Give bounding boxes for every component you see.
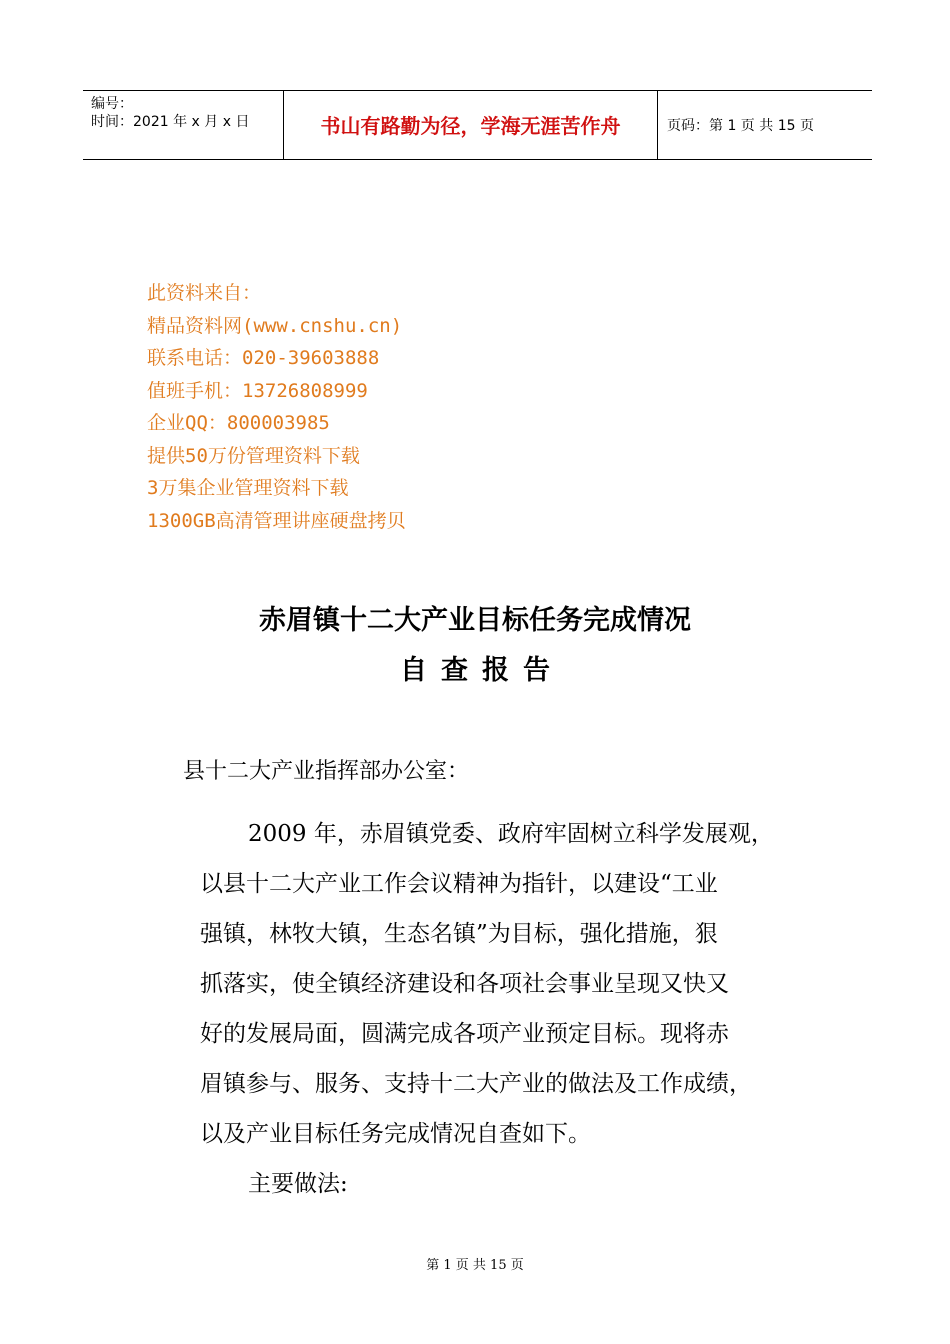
document-title: 赤眉镇十二大产业目标任务完成情况 <box>259 605 691 636</box>
advert-line: 此资料来自： <box>147 282 262 304</box>
body-line: 2009 年，赤眉镇党委、政府牢固树立科学发展观， <box>248 821 774 847</box>
advert-line: 值班手机：13726808999 <box>147 379 368 402</box>
body-line: 强镇，林牧大镇，生态名镇”为目标，强化措施，狠 <box>200 921 718 947</box>
body-text <box>200 809 820 1209</box>
body-line: 抓落实，使全镇经济建设和各项社会事业呈现又快又 <box>200 971 729 997</box>
document-date: 时间：2021 年 x 月 x 日 <box>91 114 250 130</box>
document-header <box>83 90 872 160</box>
document-subtitle: 自查报告 <box>400 655 564 686</box>
body-line: 眉镇参与、服务、支持十二大产业的做法及工作成绩， <box>200 1071 752 1097</box>
header-motto: 书山有路勤为径，学海无涯苦作舟 <box>320 114 621 138</box>
header-meta-cell <box>83 91 283 159</box>
header-page-info: 页码：第 1 页 共 15 页 <box>667 118 814 134</box>
header-motto-cell <box>283 91 658 159</box>
section-subheading: 主要做法: <box>248 1171 348 1197</box>
advert-block <box>147 277 406 537</box>
advert-line: 企业QQ：800003985 <box>147 412 330 434</box>
advert-line: 1300GB高清管理讲座硬盘拷贝 <box>147 509 406 532</box>
advert-line: 联系电话：020-39603888 <box>147 347 380 369</box>
advert-line: 提供50万份管理资料下载 <box>147 444 360 467</box>
advert-line: 3万集企业管理资料下载 <box>147 477 349 499</box>
header-page-cell <box>657 91 872 159</box>
body-line: 以及产业目标任务完成情况自查如下。 <box>200 1121 591 1147</box>
salutation: 县十二大产业指挥部办公室： <box>183 759 470 784</box>
body-line: 好的发展局面，圆满完成各项产业预定目标。现将赤 <box>200 1021 729 1047</box>
advert-line: 精品资料网(www.cnshu.cn) <box>147 314 403 337</box>
document-number-label: 编号： <box>91 96 133 112</box>
body-line: 以县十二大产业工作会议精神为指针，以建设“工业 <box>200 871 718 897</box>
page-footer: 第 1 页 共 15 页 <box>426 1258 524 1273</box>
